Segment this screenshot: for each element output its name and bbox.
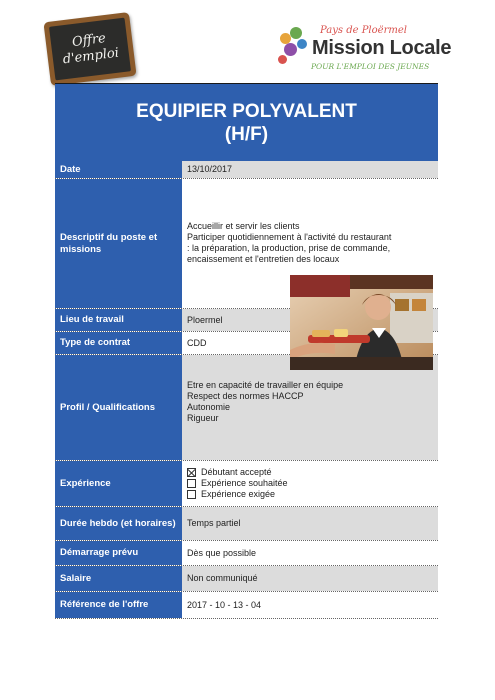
fast-food-server-photo xyxy=(290,275,433,370)
contrat-label: Type de contrat xyxy=(55,332,182,354)
descriptif-label: Descriptif du poste et missions xyxy=(55,179,182,308)
badge-line-1: Offre xyxy=(71,31,107,51)
checkbox-unchecked-icon[interactable] xyxy=(187,490,196,499)
reference-value: 2017 - 10 - 13 - 04 xyxy=(187,599,262,610)
job-title-box xyxy=(55,83,438,161)
row-demarrage xyxy=(55,541,438,566)
experience-label: Expérience xyxy=(55,461,182,506)
row-experience xyxy=(55,461,438,507)
job-title-line-2: (H/F) xyxy=(224,123,269,145)
profil-line: Etre en capacité de travailler en équipe xyxy=(187,380,344,390)
salaire-label: Salaire xyxy=(55,566,182,591)
salaire-value: Non communiqué xyxy=(182,566,438,591)
reference-label: Référence de l'offre xyxy=(55,592,182,618)
date-value: 13/10/2017 xyxy=(182,161,438,178)
experience-option-label: Débutant accepté xyxy=(201,467,272,477)
experience-option-label: Expérience exigée xyxy=(201,489,276,499)
profil-line: Respect des normes HACCP xyxy=(187,391,304,401)
experience-options xyxy=(182,461,438,506)
logo-tagline: POUR L'EMPLOI DES JEUNES xyxy=(311,62,430,71)
experience-option-debutant[interactable] xyxy=(187,467,288,478)
profil-line: Rigueur xyxy=(187,413,219,423)
demarrage-label: Démarrage prévu xyxy=(55,541,182,565)
lieu-value: Ploermel xyxy=(182,309,438,331)
experience-option-exigee[interactable] xyxy=(187,489,288,500)
logo-pays: Pays de Ploërmel xyxy=(320,25,407,36)
mission-locale-logo xyxy=(278,25,452,75)
logo-name: Mission Locale xyxy=(312,37,452,59)
row-reference xyxy=(55,592,438,619)
row-salaire xyxy=(55,566,438,592)
row-profil xyxy=(55,355,438,461)
duree-value: Temps partiel xyxy=(182,507,438,540)
demarrage-value: Dès que possible xyxy=(187,547,257,558)
chalkboard xyxy=(49,18,131,81)
checkbox-checked-icon[interactable] xyxy=(187,468,196,477)
duree-label-line-2: (et horaires) xyxy=(120,517,176,529)
balloons-icon xyxy=(278,25,314,73)
experience-option-souhaitee[interactable] xyxy=(187,478,288,489)
checkbox-unchecked-icon[interactable] xyxy=(187,479,196,488)
row-date xyxy=(55,161,438,179)
offre-emploi-badge xyxy=(43,12,136,86)
row-duree xyxy=(55,507,438,541)
profil-value xyxy=(182,355,438,460)
descriptif-line: encaissement et l'entretien des locaux xyxy=(187,254,340,264)
badge-line-2: d'emploi xyxy=(62,45,120,68)
descriptif-line: : la préparation, la production, prise de commande, xyxy=(187,243,391,253)
experience-option-label: Expérience souhaitée xyxy=(201,478,288,488)
date-label: Date xyxy=(55,161,182,178)
duree-label-line-1: Durée hebdo xyxy=(60,517,119,529)
photo-illustration xyxy=(290,275,433,370)
contrat-value: CDD xyxy=(187,337,207,348)
profil-label: Profil / Qualifications xyxy=(55,355,182,460)
descriptif-line: Accueillir et servir les clients xyxy=(187,221,300,231)
job-title-line-1: EQUIPIER POLYVALENT xyxy=(136,100,357,122)
profil-line: Autonomie xyxy=(187,402,231,412)
duree-label xyxy=(55,507,182,540)
descriptif-line: Participer quotidiennement à l'activité du restaurant xyxy=(187,232,392,242)
lieu-label: Lieu de travail xyxy=(55,309,182,331)
